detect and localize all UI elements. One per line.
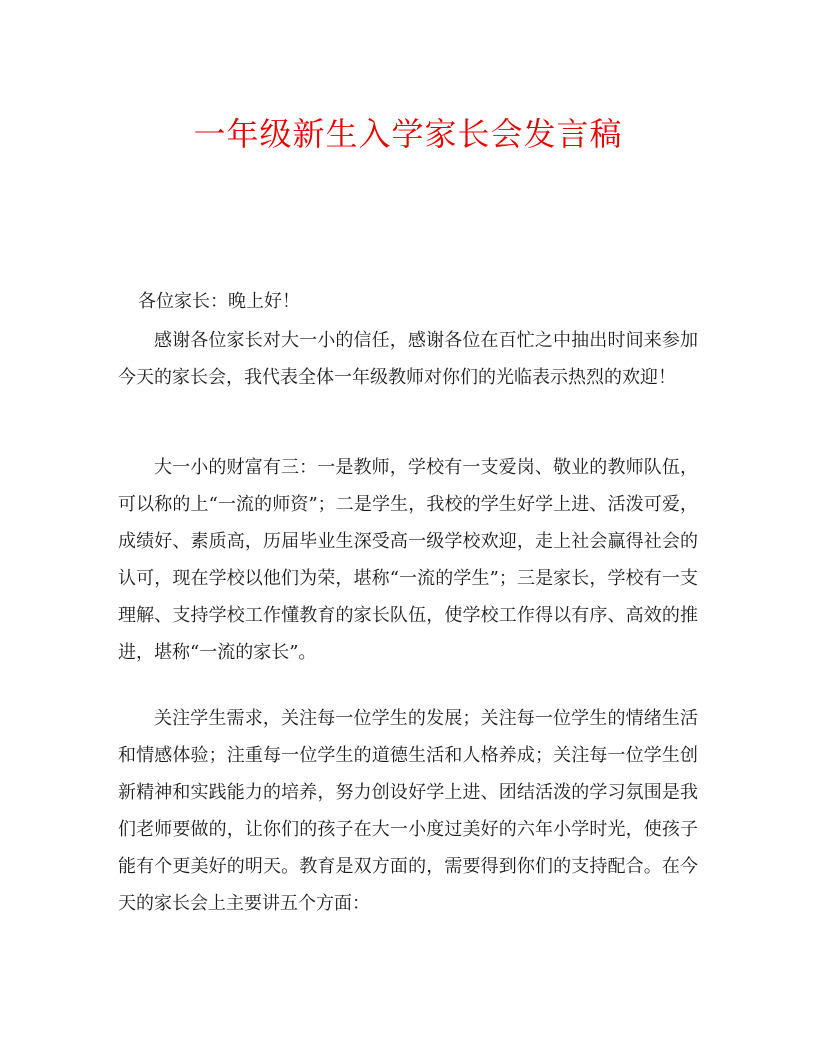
paragraph-thanks: 感谢各位家长对大一小的信任，感谢各位在百忙之中抽出时间来参加今天的家长会，我代表全体一年级教师对你们的光临表示热烈的欢迎！	[118, 330, 698, 388]
paragraph-student-care: 关注学生需求，关注每一位学生的发展；关注每一位学生的情绪生活和情感体验；注重每一位学生的道德生活和人格养成；关注每一位学生创新精神和实践能力的培养，努力创设好学上进、团结活泼的学习氛围是我们老师要做的，让你们的孩子在大一小度过美好的六年小学时光，使孩子能有个更美好的明天。教育是双方面的，需要得到你们的支持配合。在今天的家长会上主要讲五个方面：	[118, 708, 698, 914]
document-title: 一年级新生入学家长会发言稿	[193, 115, 623, 153]
greeting-line: 各位家长：晚上好！	[138, 291, 300, 312]
paragraph-school-wealth: 大一小的财富有三：一是教师，学校有一支爱岗、敬业的教师队伍，可以称的上“一流的师资”；二是学生，我校的学生好学上进、活泼可爱，成绩好、素质高，历届毕业生深受高一级学校欢迎，走上社会赢得社会的认可，现在学校以他们为荣，堪称“一流的学生”；三是家长，学校有一支理解、支持学校工作懂教育的家长队伍，使学校工作得以有序、高效的推进，堪称“一流的家长”。	[118, 457, 698, 663]
